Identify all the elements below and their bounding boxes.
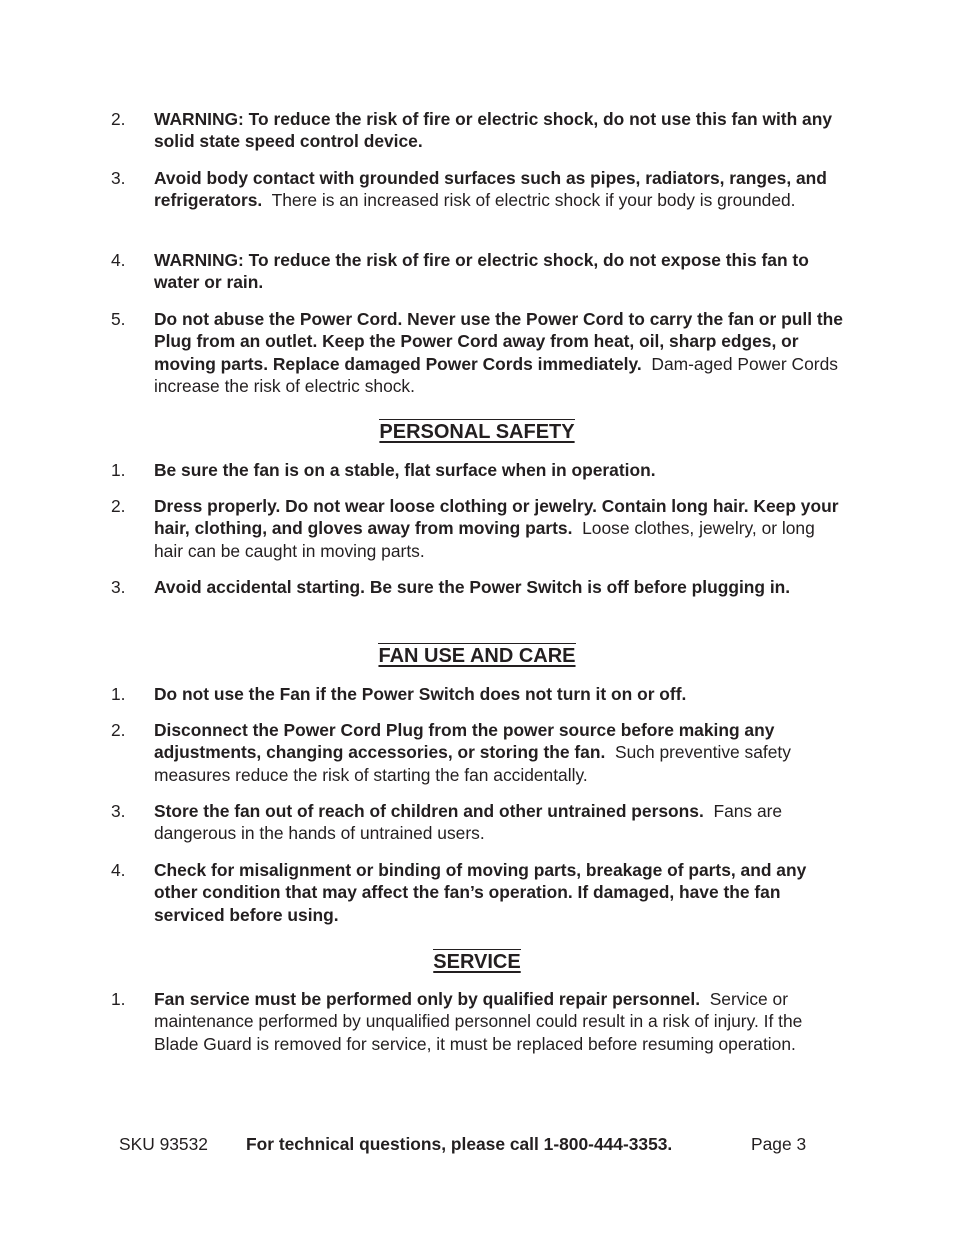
- item-number: 1.: [111, 460, 126, 480]
- item-number: 2.: [111, 496, 126, 516]
- item-bold-text: Check for misalignment or binding of moving parts, breakage of parts, and any other condition that may affect the fan’s operation. If damaged, have the fan serviced before using.: [154, 860, 807, 925]
- item-bold-text: Do not use the Fan if the Power Switch does not turn it on or off.: [154, 684, 687, 704]
- item-number: 5.: [111, 309, 126, 329]
- item-normal-text: Dam-aged Power Cords increase the risk of electric shock.: [154, 353, 838, 397]
- item-bold-text: Avoid accidental starting. Be sure the Power Switch is off before plugging in.: [154, 577, 791, 597]
- item-number: 4.: [111, 860, 126, 880]
- item-bold-text: WARNING: To reduce the risk of fire or electric shock, do not use this fan with any solid state speed control device.: [154, 109, 833, 152]
- item-number: 3.: [111, 801, 126, 821]
- item-bold-text: Do not abuse the Power Cord. Never use the Power Cord to carry the fan or pull the Plug from an outlet. Keep the Power Cord away from heat, oil, sharp edges, or moving parts. Replace damaged Power Cords immediately.: [154, 309, 843, 374]
- item-number: 2.: [111, 109, 126, 129]
- item-number: 3.: [111, 577, 126, 597]
- item-bold-text: Disconnect the Power Cord Plug from the power source before making any adjustments, changing accessories, or storing the fan.: [154, 720, 775, 763]
- footer-contact: For technical questions, please call 1-800-444-3353.: [246, 1134, 673, 1154]
- item-number: 3.: [111, 168, 126, 188]
- footer-page-number: Page 3: [751, 1134, 807, 1154]
- item-number: 2.: [111, 720, 126, 740]
- item-normal-text: Loose clothes, jewelry, or long hair can be caught in moving parts.: [154, 518, 815, 561]
- section-heading-fan-use-and-care: FAN USE AND CARE: [378, 645, 576, 667]
- item-number: 1.: [111, 989, 126, 1009]
- item-number: 4.: [111, 250, 126, 270]
- item-bold-text: Be sure the fan is on a stable, flat surface when in operation.: [154, 460, 656, 480]
- section-heading-service: SERVICE: [433, 951, 521, 973]
- item-bold-text: Store the fan out of reach of children and other untrained persons.: [154, 801, 704, 821]
- item-normal-text: Such preventive safety measures reduce the risk of starting the fan accidentally.: [154, 742, 791, 785]
- item-normal-text: Service or maintenance performed by unqualified personnel could result in a risk of injury. If the Blade Guard is removed for service, it must be replaced before resuming operation.: [154, 989, 803, 1054]
- item-normal-text: Fans are dangerous in the hands of untrained users.: [154, 801, 783, 844]
- item-bold-text: Fan service must be performed only by qualified repair personnel.: [154, 989, 701, 1009]
- footer-sku: SKU 93532: [119, 1134, 208, 1154]
- item-bold-text: WARNING: To reduce the risk of fire or electric shock, do not expose this fan to water or rain.: [154, 250, 809, 293]
- section-heading-personal-safety: PERSONAL SAFETY: [379, 421, 575, 443]
- item-bold-text: Dress properly. Do not wear loose clothing or jewelry. Contain long hair. Keep your hair, clothing, and gloves away from moving parts.: [154, 496, 839, 539]
- item-number: 1.: [111, 684, 126, 704]
- item-normal-text: There is an increased risk of electric shock if your body is grounded.: [271, 190, 796, 211]
- item-bold-text: Avoid body contact with grounded surfaces such as pipes, radiators, ranges, and refrigerators.: [154, 168, 827, 211]
